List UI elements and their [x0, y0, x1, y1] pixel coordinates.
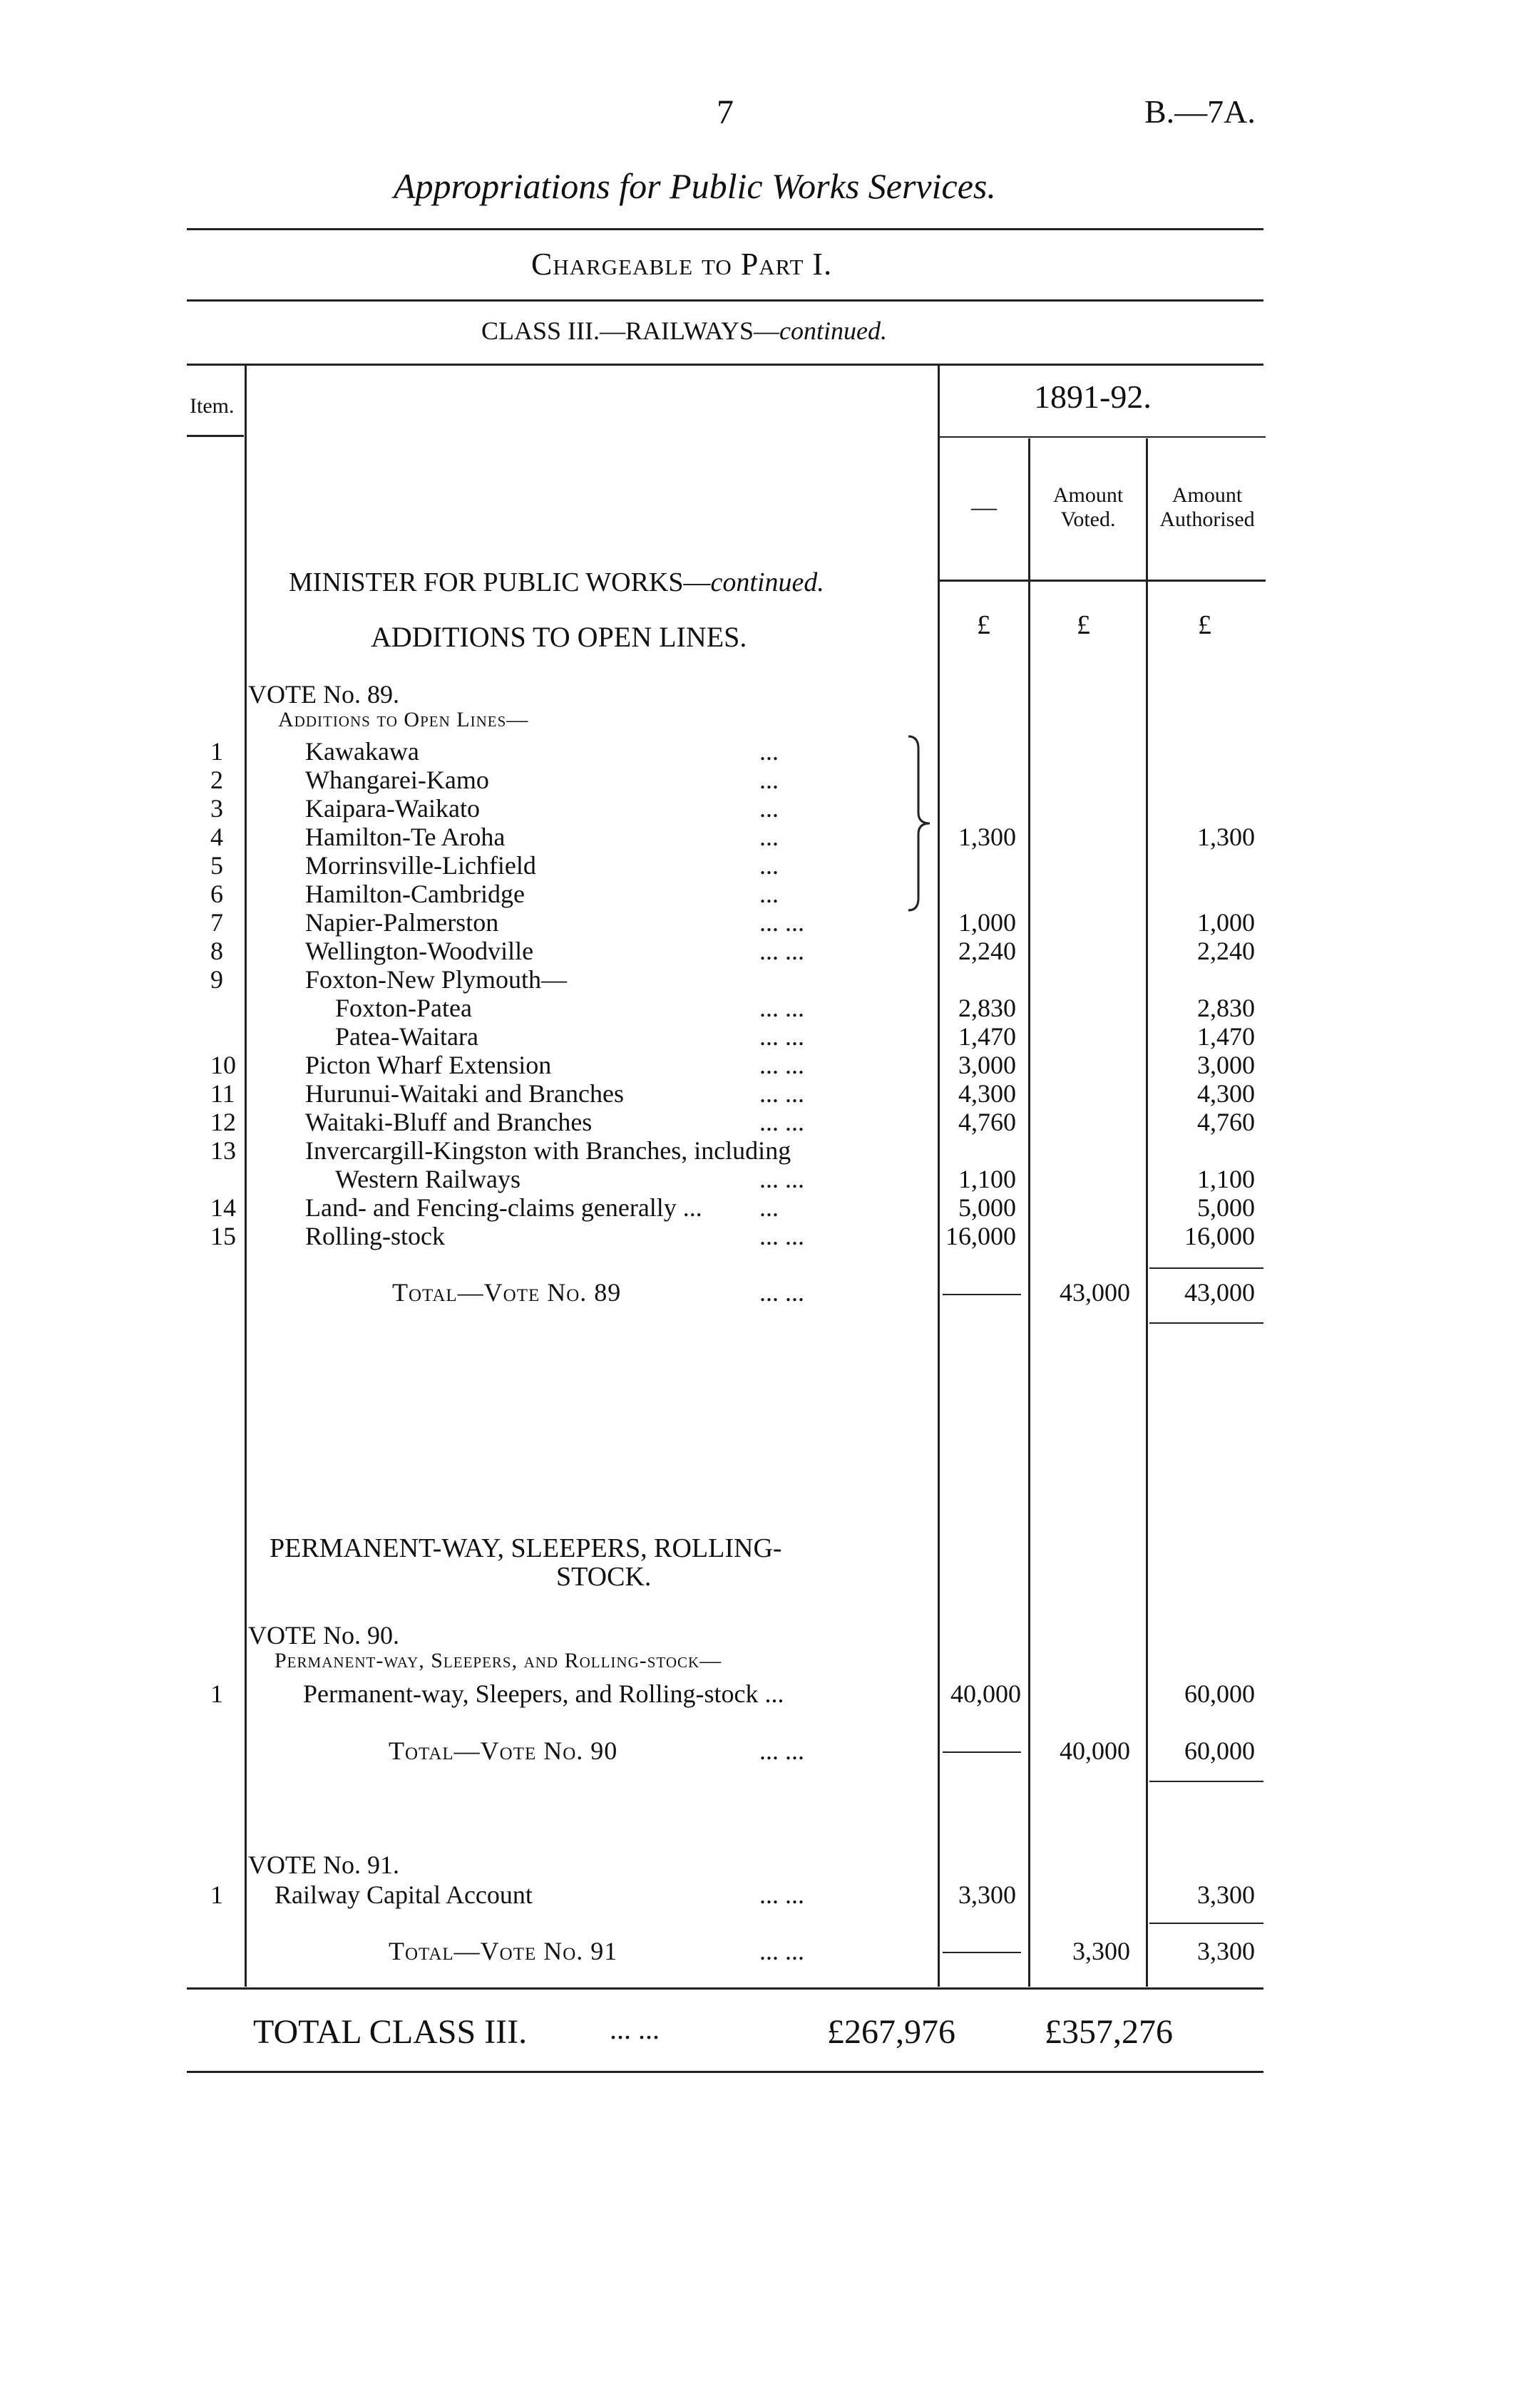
row-col1-value: 1,100 [958, 1165, 1016, 1193]
row-leader-dots: ... [759, 851, 779, 880]
document-reference: B.—7A. [1144, 93, 1256, 130]
row-item-number: 3 [210, 794, 223, 823]
vote-89-total-dots: ... ... [759, 1278, 804, 1307]
row-description: Foxton-New Plymouth— [305, 965, 568, 994]
row-leader-dots: ... ... [759, 1108, 804, 1136]
row-item-number: 1 [210, 737, 223, 766]
row-description: Hurunui-Waitaki and Branches [305, 1079, 624, 1108]
row-col1-value: 4,760 [958, 1108, 1016, 1136]
row-col1-value: 16,000 [945, 1222, 1016, 1250]
row-leader-dots: ... ... [759, 908, 804, 937]
row-item-number: 11 [210, 1079, 235, 1108]
row-description: Rolling-stock [305, 1222, 445, 1250]
row-item-number: 13 [210, 1136, 236, 1165]
row-col3-value: 3,000 [1197, 1051, 1255, 1079]
col-rule-3 [1146, 438, 1148, 1987]
vote-91-row-col1: 3,300 [958, 1880, 1016, 1909]
row-description: Picton Wharf Extension [305, 1051, 552, 1079]
row-leader-dots: ... ... [759, 1165, 804, 1193]
page-number: 7 [717, 93, 734, 131]
vote-90-row-col1: 40,000 [950, 1679, 1021, 1708]
vote-91-total-voted: 3,300 [1072, 1937, 1130, 1965]
row-item-number: 5 [210, 851, 223, 880]
row-leader-dots: ... ... [759, 1222, 804, 1250]
row-leader-dots: ... ... [759, 1051, 804, 1079]
vote-89-total-label: Total—Vote No. 89 [392, 1278, 622, 1307]
vote-91-dash [943, 1952, 1021, 1953]
section2-heading-line1: PERMANENT-WAY, SLEEPERS, ROLLING- [270, 1533, 782, 1563]
vote-91-rule-above [1149, 1923, 1263, 1924]
row-col3-value: 1,300 [1197, 823, 1255, 851]
row-item-number: 12 [210, 1108, 236, 1136]
row-description: Wellington-Woodville [305, 937, 534, 965]
row-col3-value: 5,000 [1197, 1193, 1255, 1222]
row-item-number: 8 [210, 937, 223, 965]
row-description: Napier-Palmerston [305, 908, 499, 937]
vote-89-label: VOTE No. 89. [248, 680, 399, 709]
minister-heading-main: MINISTER FOR PUBLIC WORKS— [289, 567, 711, 597]
vote-89-total-authorised: 43,000 [1184, 1278, 1255, 1307]
vote-90-total-dots: ... ... [759, 1736, 804, 1765]
header-rule [938, 580, 1266, 582]
row-description: Invercargill-Kingston with Branches, including [305, 1136, 791, 1165]
rule-subtitle [187, 299, 1263, 302]
row-col1-value: 2,240 [958, 937, 1016, 965]
row-item-number: 10 [210, 1051, 236, 1079]
vote-91-row-col3: 3,300 [1197, 1880, 1255, 1909]
row-description: Whangarei-Kamo [305, 766, 489, 794]
row-col1-value: 1,300 [958, 823, 1016, 851]
vote-89-subheading: Additions to Open Lines— [278, 708, 529, 731]
row-col3-value: 1,000 [1197, 908, 1255, 937]
row-col1-value: 1,000 [958, 908, 1016, 937]
page-title: Appropriations for Public Works Services. [394, 166, 996, 206]
grand-total-authorised: £357,276 [1045, 2013, 1173, 2051]
section-heading: ADDITIONS TO OPEN LINES. [371, 621, 747, 653]
rule-table-top [187, 364, 1263, 366]
vote-90-row-col3: 60,000 [1184, 1679, 1255, 1708]
row-leader-dots: ... ... [759, 937, 804, 965]
row-description: Hamilton-Cambridge [305, 880, 525, 908]
vote-91-total-authorised: 3,300 [1197, 1937, 1255, 1965]
row-col3-value: 4,760 [1197, 1108, 1255, 1136]
vote-90-rule-below [1149, 1781, 1263, 1782]
row-col3-value: 2,240 [1197, 937, 1255, 965]
row-leader-dots: ... [759, 737, 779, 766]
row-col3-value: 2,830 [1197, 994, 1255, 1022]
vote-90-row-desc: Permanent-way, Sleepers, and Rolling-stock ... [303, 1679, 784, 1708]
vote-91-row-desc: Railway Capital Account [275, 1880, 533, 1909]
col2-header: Amount Voted. [1052, 483, 1124, 531]
row-col3-value: 4,300 [1197, 1079, 1255, 1108]
minister-heading [289, 567, 824, 598]
row-leader-dots: ... [759, 766, 779, 794]
grand-total-dots: ... ... [610, 2013, 660, 2045]
vote-91-row-dots: ... ... [759, 1880, 804, 1909]
vote-91-row-item: 1 [210, 1880, 223, 1909]
row-leader-dots: ... [759, 823, 779, 851]
row-description: Hamilton-Te Aroha [305, 823, 506, 851]
currency-col1: £ [977, 610, 990, 640]
row-description: Land- and Fencing-claims generally ... [305, 1193, 702, 1222]
vote-89-dash [943, 1294, 1021, 1295]
row-item-number: 7 [210, 908, 223, 937]
row-col3-value: 16,000 [1184, 1222, 1255, 1250]
vote-90-total-voted: 40,000 [1060, 1736, 1130, 1765]
row-description: Western Railways [335, 1165, 521, 1193]
row-item-number: 14 [210, 1193, 236, 1222]
col-rule-2 [1028, 438, 1030, 1987]
row-item-number: 2 [210, 766, 223, 794]
row-col1-value: 5,000 [958, 1193, 1016, 1222]
row-item-number: 6 [210, 880, 223, 908]
row-leader-dots: ... ... [759, 1022, 804, 1051]
vote-89-rule-above [1149, 1267, 1263, 1269]
col3-header: Amount Authorised [1159, 483, 1255, 531]
currency-col2: £ [1077, 610, 1090, 640]
currency-col3: £ [1198, 610, 1211, 640]
row-leader-dots: ... [759, 880, 779, 908]
col-rule-item [245, 365, 247, 1987]
section2-heading-line2: STOCK. [556, 1562, 652, 1592]
row-item-number: 15 [210, 1222, 236, 1250]
row-col1-value: 4,300 [958, 1079, 1016, 1108]
vote-91-total-label: Total—Vote No. 91 [389, 1937, 618, 1965]
vote-90-subheading: Permanent-way, Sleepers, and Rolling-stock— [275, 1649, 722, 1672]
vote-91-total-dots: ... ... [759, 1937, 804, 1965]
grand-total-label: TOTAL CLASS III. [253, 2013, 528, 2051]
row-leader-dots: ... [759, 794, 779, 823]
vote-89-total-voted: 43,000 [1060, 1278, 1130, 1307]
grand-total-voted: £267,976 [827, 2013, 955, 2051]
row-leader-dots: ... ... [759, 994, 804, 1022]
item-header-rule [187, 435, 244, 437]
row-description: Patea-Waitara [335, 1022, 478, 1051]
row-description: Kaipara-Waikato [305, 794, 480, 823]
row-leader-dots: ... [759, 1193, 779, 1222]
row-description: Morrinsville-Lichfield [305, 851, 536, 880]
vote-90-label: VOTE No. 90. [248, 1621, 399, 1650]
row-description: Waitaki-Bluff and Branches [305, 1108, 593, 1136]
rule-top [187, 228, 1263, 230]
vote-90-row-item: 1 [210, 1679, 223, 1708]
class-title-continued: continued. [779, 317, 887, 345]
row-col1-value: 3,000 [958, 1051, 1016, 1079]
minister-heading-continued: continued. [710, 567, 824, 597]
vote-91-label: VOTE No. 91. [248, 1851, 399, 1879]
row-col1-value: 1,470 [958, 1022, 1016, 1051]
subtitle: Chargeable to Part I. [531, 247, 833, 282]
class-title [481, 316, 887, 346]
class-title-main: CLASS III.—RAILWAYS— [481, 317, 780, 345]
row-col1-value: 2,830 [958, 994, 1016, 1022]
row-description: Kawakawa [305, 737, 419, 766]
grand-total-rule-top [187, 1987, 1263, 1990]
row-col3-value: 1,100 [1197, 1165, 1255, 1193]
row-item-number: 9 [210, 965, 223, 994]
row-col3-value: 1,470 [1197, 1022, 1255, 1051]
row-leader-dots: ... ... [759, 1079, 804, 1108]
vote-89-rule-below [1149, 1322, 1263, 1324]
row-description: Foxton-Patea [335, 994, 472, 1022]
col1-header: — [971, 493, 997, 521]
year-header: 1891-92. [1034, 379, 1152, 415]
item-header: Item. [190, 394, 235, 418]
brace [906, 734, 934, 912]
vote-90-dash [943, 1751, 1021, 1753]
grand-total-rule-bottom [187, 2071, 1263, 2073]
vote-90-total-label: Total—Vote No. 90 [389, 1736, 618, 1765]
year-rule [938, 436, 1266, 438]
vote-90-total-authorised: 60,000 [1184, 1736, 1255, 1765]
row-item-number: 4 [210, 823, 223, 851]
